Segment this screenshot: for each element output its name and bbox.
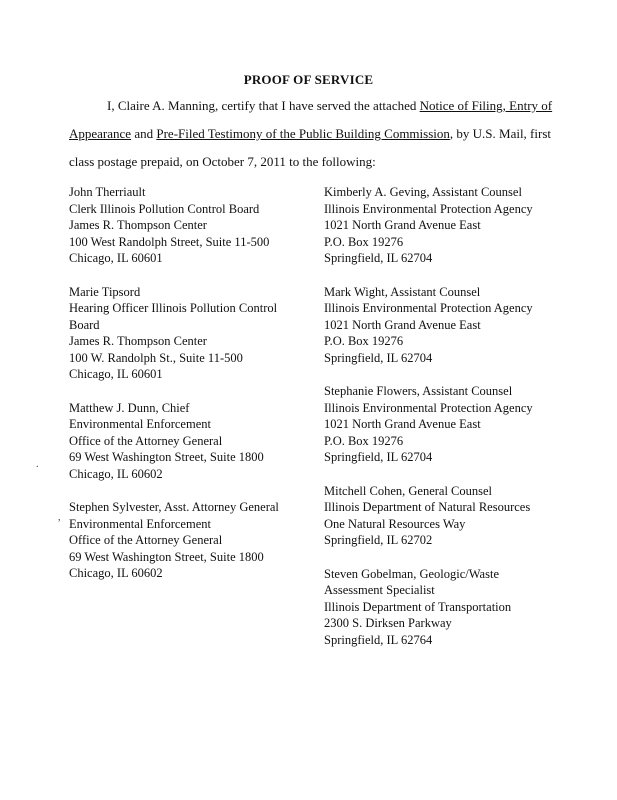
recipient-address-line: Illinois Department of Natural Resources — [324, 500, 531, 514]
recipient-address-line: Springfield, IL 62764 — [324, 632, 433, 647]
appearance-link: Appearance — [69, 126, 132, 141]
recipient-address-line: 100 West Randolph Street, Suite 11-500 — [69, 234, 270, 249]
recipient-address-line: Chicago, IL 60602 — [69, 566, 163, 580]
recipient-address-line: Hearing Officer Illinois Pollution Control Board — [69, 301, 278, 332]
right-recipient-column — [324, 184, 564, 665]
intro-line-3: class postage prepaid, on October 7, 2011 to the following: — [69, 154, 376, 169]
recipient-address-block — [69, 184, 299, 267]
recipient-address-block — [69, 499, 299, 582]
recipient-address-line: Chicago, IL 60601 — [69, 251, 163, 265]
recipient-address-line: James R. Thompson Center — [69, 218, 207, 232]
recipient-name: Marie Tipsord — [69, 284, 141, 299]
intro-text-2: and — [131, 126, 157, 141]
recipient-address-line: Office of the Attorney General — [69, 533, 223, 547]
recipient-address-line: Springfield, IL 62704 — [324, 450, 433, 464]
recipient-address-line: Assessment Specialist — [324, 583, 435, 597]
intro-text-3: , by U.S. Mail, first — [449, 126, 552, 141]
recipient-address-line: Illinois Environmental Protection Agency — [324, 400, 533, 415]
intro-line-1 — [107, 98, 552, 114]
intro-text-1: I, Claire A. Manning, certify that I have served the attached — [107, 98, 420, 113]
recipient-address-block — [324, 284, 564, 367]
recipient-address-line: Springfield, IL 62704 — [324, 251, 433, 265]
recipient-name: Mitchell Cohen, General Counsel — [324, 483, 493, 498]
recipient-name: Matthew J. Dunn, Chief — [69, 400, 190, 415]
notice-of-filing-link: Notice of Filing, Entry of — [419, 98, 553, 113]
recipient-address-line: Environmental Enforcement — [69, 417, 211, 431]
recipient-address-block — [69, 400, 299, 483]
recipient-address-line: Office of the Attorney General — [69, 433, 223, 448]
recipient-name: Mark Wight, Assistant Counsel — [324, 284, 481, 299]
recipient-address-block — [324, 184, 564, 267]
recipient-name: Stephanie Flowers, Assistant Counsel — [324, 384, 513, 398]
recipient-address-line: 1021 North Grand Avenue East — [324, 417, 481, 431]
recipient-address-block — [69, 284, 299, 383]
recipient-address-line: 69 West Washington Street, Suite 1800 — [69, 549, 264, 564]
recipient-name: Stephen Sylvester, Asst. Attorney General — [69, 500, 279, 514]
recipient-name: Kimberly A. Geving, Assistant Counsel — [324, 185, 522, 199]
recipient-address-line: Chicago, IL 60602 — [69, 466, 163, 481]
recipient-address-line: James R. Thompson Center — [69, 334, 207, 348]
recipient-name: Steven Gobelman, Geologic/Waste — [324, 566, 499, 581]
scan-mark: , — [58, 512, 61, 523]
recipient-address-line: Illinois Department of Transportation — [324, 599, 512, 614]
recipient-address-line: P.O. Box 19276 — [324, 433, 404, 448]
recipient-address-line: P.O. Box 19276 — [324, 234, 404, 249]
recipient-address-line: Chicago, IL 60601 — [69, 367, 163, 381]
recipient-address-line: Environmental Enforcement — [69, 516, 211, 531]
recipient-address-line: One Natural Resources Way — [324, 516, 466, 531]
recipient-address-line: 100 W. Randolph St., Suite 11-500 — [69, 350, 243, 365]
recipient-address-line: Clerk Illinois Pollution Control Board — [69, 201, 260, 216]
scan-mark: . — [36, 459, 39, 470]
left-recipient-column — [69, 184, 299, 599]
recipient-address-line: Springfield, IL 62702 — [324, 533, 433, 547]
intro-line-2 — [69, 126, 551, 142]
recipient-address-line: Springfield, IL 62704 — [324, 350, 433, 365]
recipient-address-line: 1021 North Grand Avenue East — [324, 317, 481, 332]
recipient-address-line: P.O. Box 19276 — [324, 334, 404, 348]
recipient-name: John Therriault — [69, 185, 146, 199]
recipient-address-line: 2300 S. Dirksen Parkway — [324, 616, 452, 630]
pre-filed-testimony-link: Pre-Filed Testimony of the Public Building Commission — [156, 126, 450, 141]
recipient-address-block — [324, 483, 564, 549]
recipient-address-line: Illinois Environmental Protection Agency — [324, 201, 533, 216]
recipient-address-block — [324, 566, 564, 649]
recipient-address-block — [324, 383, 564, 466]
recipient-address-line: 1021 North Grand Avenue East — [324, 218, 481, 232]
recipient-address-line: Illinois Environmental Protection Agency — [324, 301, 533, 315]
document-title: PROOF OF SERVICE — [243, 72, 374, 87]
recipient-address-line: 69 West Washington Street, Suite 1800 — [69, 450, 264, 464]
